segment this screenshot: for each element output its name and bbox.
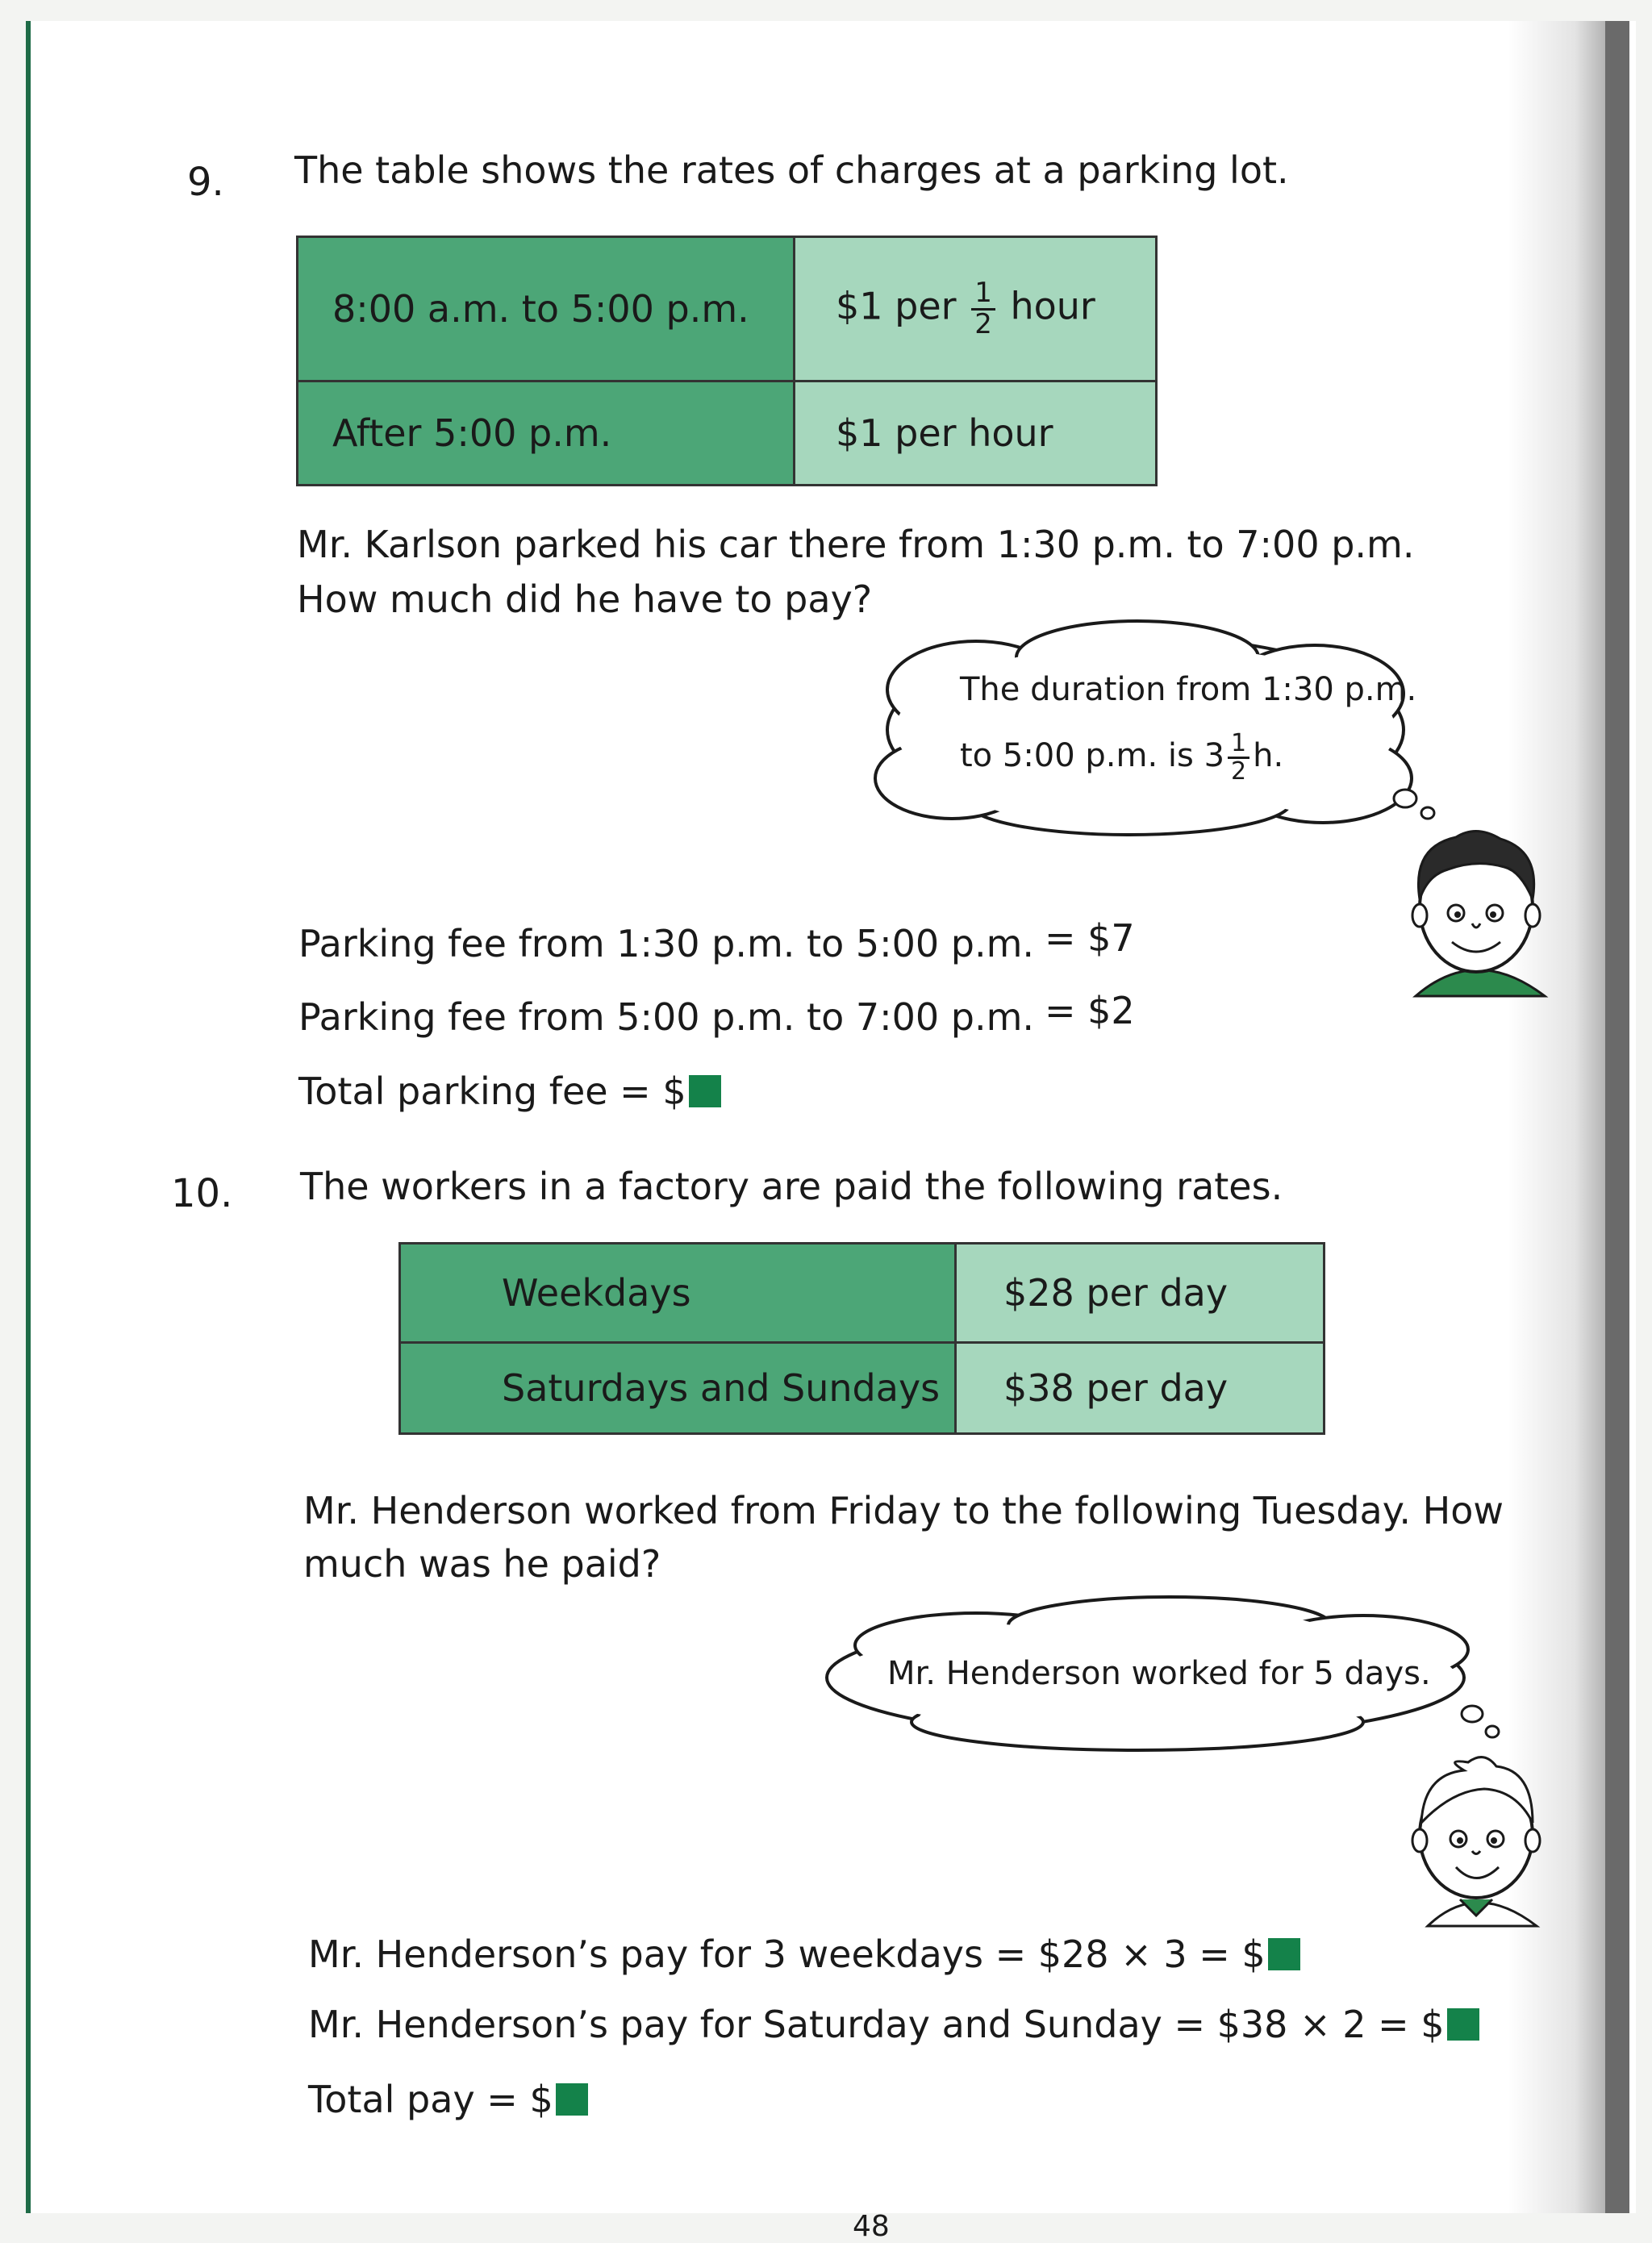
table-cell — [795, 381, 1157, 486]
calc-line-1-label: Parking fee from 1:30 p.m. to 5:00 p.m. — [298, 922, 1035, 965]
rate-time-label: 8:00 a.m. to 5:00 p.m. — [332, 287, 749, 331]
question-10-intro: The workers in a factory are paid the following rates. — [300, 1165, 1283, 1208]
rate-value-suffix: hour — [1010, 284, 1095, 328]
table-cell — [956, 1244, 1325, 1343]
answer-box-icon — [556, 2083, 588, 2116]
pay-calc-weekdays: Mr. Henderson’s pay for 3 weekdays = $28 × 3 = $ — [308, 1934, 1300, 1975]
question-10-line1: Mr. Henderson worked from Friday to the following Tuesday. How — [303, 1489, 1504, 1532]
pay-rates-table — [398, 1242, 1325, 1435]
pay-rate-value: $38 per day — [1003, 1366, 1229, 1410]
answer-box-icon — [689, 1075, 721, 1107]
question-9-line1: Mr. Karlson parked his car there from 1:30 p.m. to 7:00 p.m. — [297, 523, 1415, 566]
question-10-line2: much was he paid? — [303, 1542, 661, 1586]
pay-day-label: Weekdays — [502, 1271, 691, 1315]
pay-rate-value: $28 per day — [1003, 1271, 1229, 1315]
rate-value: $1 per hour — [836, 411, 1053, 455]
pay-calc-weekend: Mr. Henderson’s pay for Saturday and Sunday = $38 × 2 = $ — [308, 2004, 1479, 2045]
thought-bubble-line2: to 5:00 p.m. is 3 $\frac{1}{2}$ h. — [960, 729, 1284, 786]
fraction-one-half: $\frac{1}{2}$ — [1228, 731, 1249, 784]
calc-line-2-value: = $2 — [1045, 989, 1135, 1032]
total-parking-fee: Total parking fee = $ — [298, 1071, 721, 1112]
table-row — [400, 1244, 1325, 1343]
parking-rates-table — [296, 236, 1158, 486]
fraction-one-half: $\frac{1}{2}$ — [971, 279, 995, 339]
calc-line-2-label: Parking fee from 5:00 p.m. to 7:00 p.m. — [298, 995, 1035, 1039]
answer-box-icon — [1268, 1938, 1300, 1970]
rate-value-prefix: $1 per — [836, 284, 957, 328]
thought-bubble-line1: The duration from 1:30 p.m. — [960, 671, 1417, 708]
boy-character-illustration — [1400, 823, 1553, 1000]
book-spine-edge — [1605, 21, 1629, 2213]
question-9-number: 9. — [187, 160, 224, 205]
thought-bubble-text: Mr. Henderson worked for 5 days. — [887, 1655, 1431, 1692]
table-cell — [400, 1343, 956, 1434]
total-pay: Total pay = $ — [308, 2079, 588, 2120]
question-9-line2: How much did he have to pay? — [297, 577, 873, 621]
table-cell — [956, 1343, 1325, 1434]
answer-box-icon — [1447, 2008, 1479, 2041]
rate-time-label: After 5:00 p.m. — [332, 411, 612, 455]
table-cell — [795, 237, 1157, 381]
table-cell — [298, 381, 795, 486]
page-number: 48 — [853, 2210, 890, 2243]
thought-bubble-cloud — [863, 613, 1444, 839]
pay-day-label: Saturdays and Sundays — [502, 1366, 941, 1410]
table-row — [400, 1343, 1325, 1434]
table-row — [298, 237, 1157, 381]
question-9-intro: The table shows the rates of charges at a parking lot. — [294, 148, 1289, 192]
table-cell — [400, 1244, 956, 1343]
question-10-number: 10. — [171, 1171, 233, 1216]
calc-line-1-value: = $7 — [1045, 916, 1135, 960]
table-cell — [298, 237, 795, 381]
table-row — [298, 381, 1157, 486]
boy-character-illustration — [1395, 1734, 1557, 1928]
